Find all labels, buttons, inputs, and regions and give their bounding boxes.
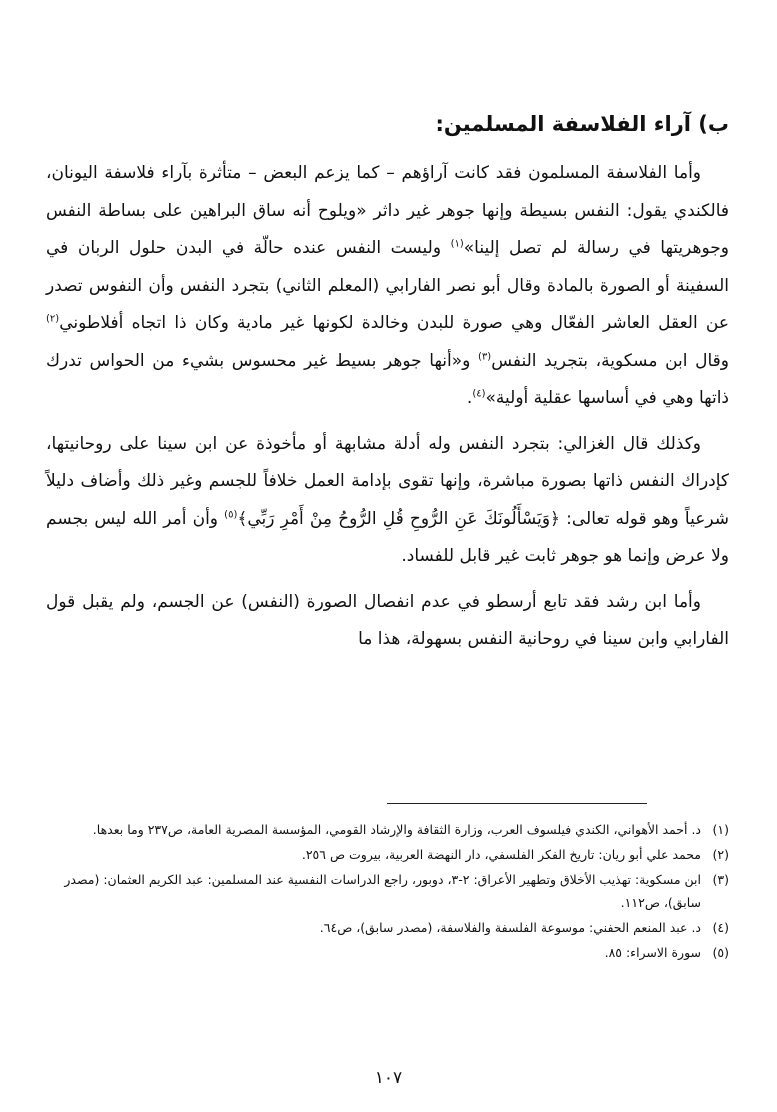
footnote-text: د. عبد المنعم الحفني: موسوعة الفلسفة والفلاسفة، (مصدر سابق)، ص٦٤. <box>319 920 701 935</box>
text-segment: و«أنها جوهر بسيط غير محسوس بشيء من الحواس تدرك ذاتها وهي في أساسها عقلية أولية» <box>46 350 729 408</box>
text-segment: وكذلك قال الغزالي: بتجرد النفس وله أدلة مشابهة أو مأخوذة عن ابن سينا على روحانيتها، كإدراك النفس ذاتها بصورة مباشرة، وإنها تقوى بإدامة العمل خلافاً للجسم وغير ذلك وأضاف دليلاً شرعياً وهو قوله تعالى: ﴿وَيَسْأَلُونَكَ عَنِ الرُّوحِ قُلِ الرُّوحُ مِنْ أَمْرِ رَبِّي﴾ <box>46 433 729 529</box>
footnote-4 <box>34 916 729 939</box>
footnote-5 <box>34 941 729 964</box>
footnote-3 <box>34 868 729 914</box>
paragraph-3 <box>46 584 729 659</box>
footnote-ref-1: (١) <box>450 238 464 250</box>
page-number: ١٠٧ <box>374 1068 403 1088</box>
footnote-text: د. أحمد الأهواني، الكندي فيلسوف العرب، وزارة الثقافة والإرشاد القومي، المؤسسة المصرية العامة، ص٢٣٧ وما بعدها. <box>92 822 701 837</box>
footnote-mark: (٢) <box>712 847 729 862</box>
footnote-ref-2: (٢) <box>46 313 60 325</box>
text-segment: وأن أمر الله ليس بجسم ولا عرض وإنما هو جوهر ثابت غير قابل للفساد. <box>46 508 729 566</box>
paragraph-1 <box>46 155 729 418</box>
text-segment: . <box>466 388 473 408</box>
footnote-1 <box>34 818 729 841</box>
footnote-separator <box>387 803 647 804</box>
footnote-text: محمد علي أبو ريان: تاريخ الفكر الفلسفي، دار النهضة العربية، بيروت ص ٢٥٦. <box>301 847 701 862</box>
footnote-text: سورة الاسراء: ٨٥. <box>604 945 701 960</box>
body-text <box>46 155 729 667</box>
text-segment: وقال ابن مسكوية، بتجريد النفس <box>491 350 730 371</box>
footnote-ref-4: (٤) <box>472 388 486 400</box>
footnote-mark: (٥) <box>712 945 729 960</box>
text-segment: وأما الفلاسفة المسلمون فقد كانت آراؤهم – كما يزعم البعض – متأثرة بآراء فلاسفة اليونان، فالكندي يقول: النفس بسيطة وإنها جوهر غير داثر «ويلوح أنه ساق البراهين على بساطة النفس وجوهريتها في رسالة لم تصل إلينا» <box>46 163 729 258</box>
footnote-ref-3: (٣) <box>478 350 492 362</box>
footnote-2 <box>34 843 729 866</box>
text-segment: وأما ابن رشد فقد تابع أرسطو في عدم انفصال الصورة (النفس) عن الجسم، ولم يقبل قول الفارابي وابن سينا في روحانية النفس بسهولة، هذا ما <box>46 591 729 649</box>
paragraph-2 <box>46 426 729 576</box>
footnotes <box>34 818 729 966</box>
text-segment: وليست النفس عنده حالّة في البدن حلول الربان في السفينة أو الصورة بالمادة وقال أبو نصر الفارابي (المعلم الثاني) بتجرد النفس وأن النفوس تصدر عن العقل العاشر الفعّال وهي صورة للبدن وخالدة لكونها غير مادية وكان ذا اتجاه أفلاطوني <box>46 238 729 333</box>
footnote-mark: (١) <box>712 822 729 837</box>
footnote-text: ابن مسكوية: تهذيب الأخلاق وتطهير الأعراق: ٢-٣، دوبور، راجع الدراسات النفسية عند المسلمين: عبد الكريم العثمان: (مصدر سابق)، ص١١٢. <box>64 872 701 910</box>
footnote-mark: (٤) <box>712 920 729 935</box>
footnote-mark: (٣) <box>712 872 729 887</box>
footnote-ref-5: (٥) <box>224 508 238 520</box>
section-heading: ب) آراء الفلاسفة المسلمين: <box>435 112 729 136</box>
